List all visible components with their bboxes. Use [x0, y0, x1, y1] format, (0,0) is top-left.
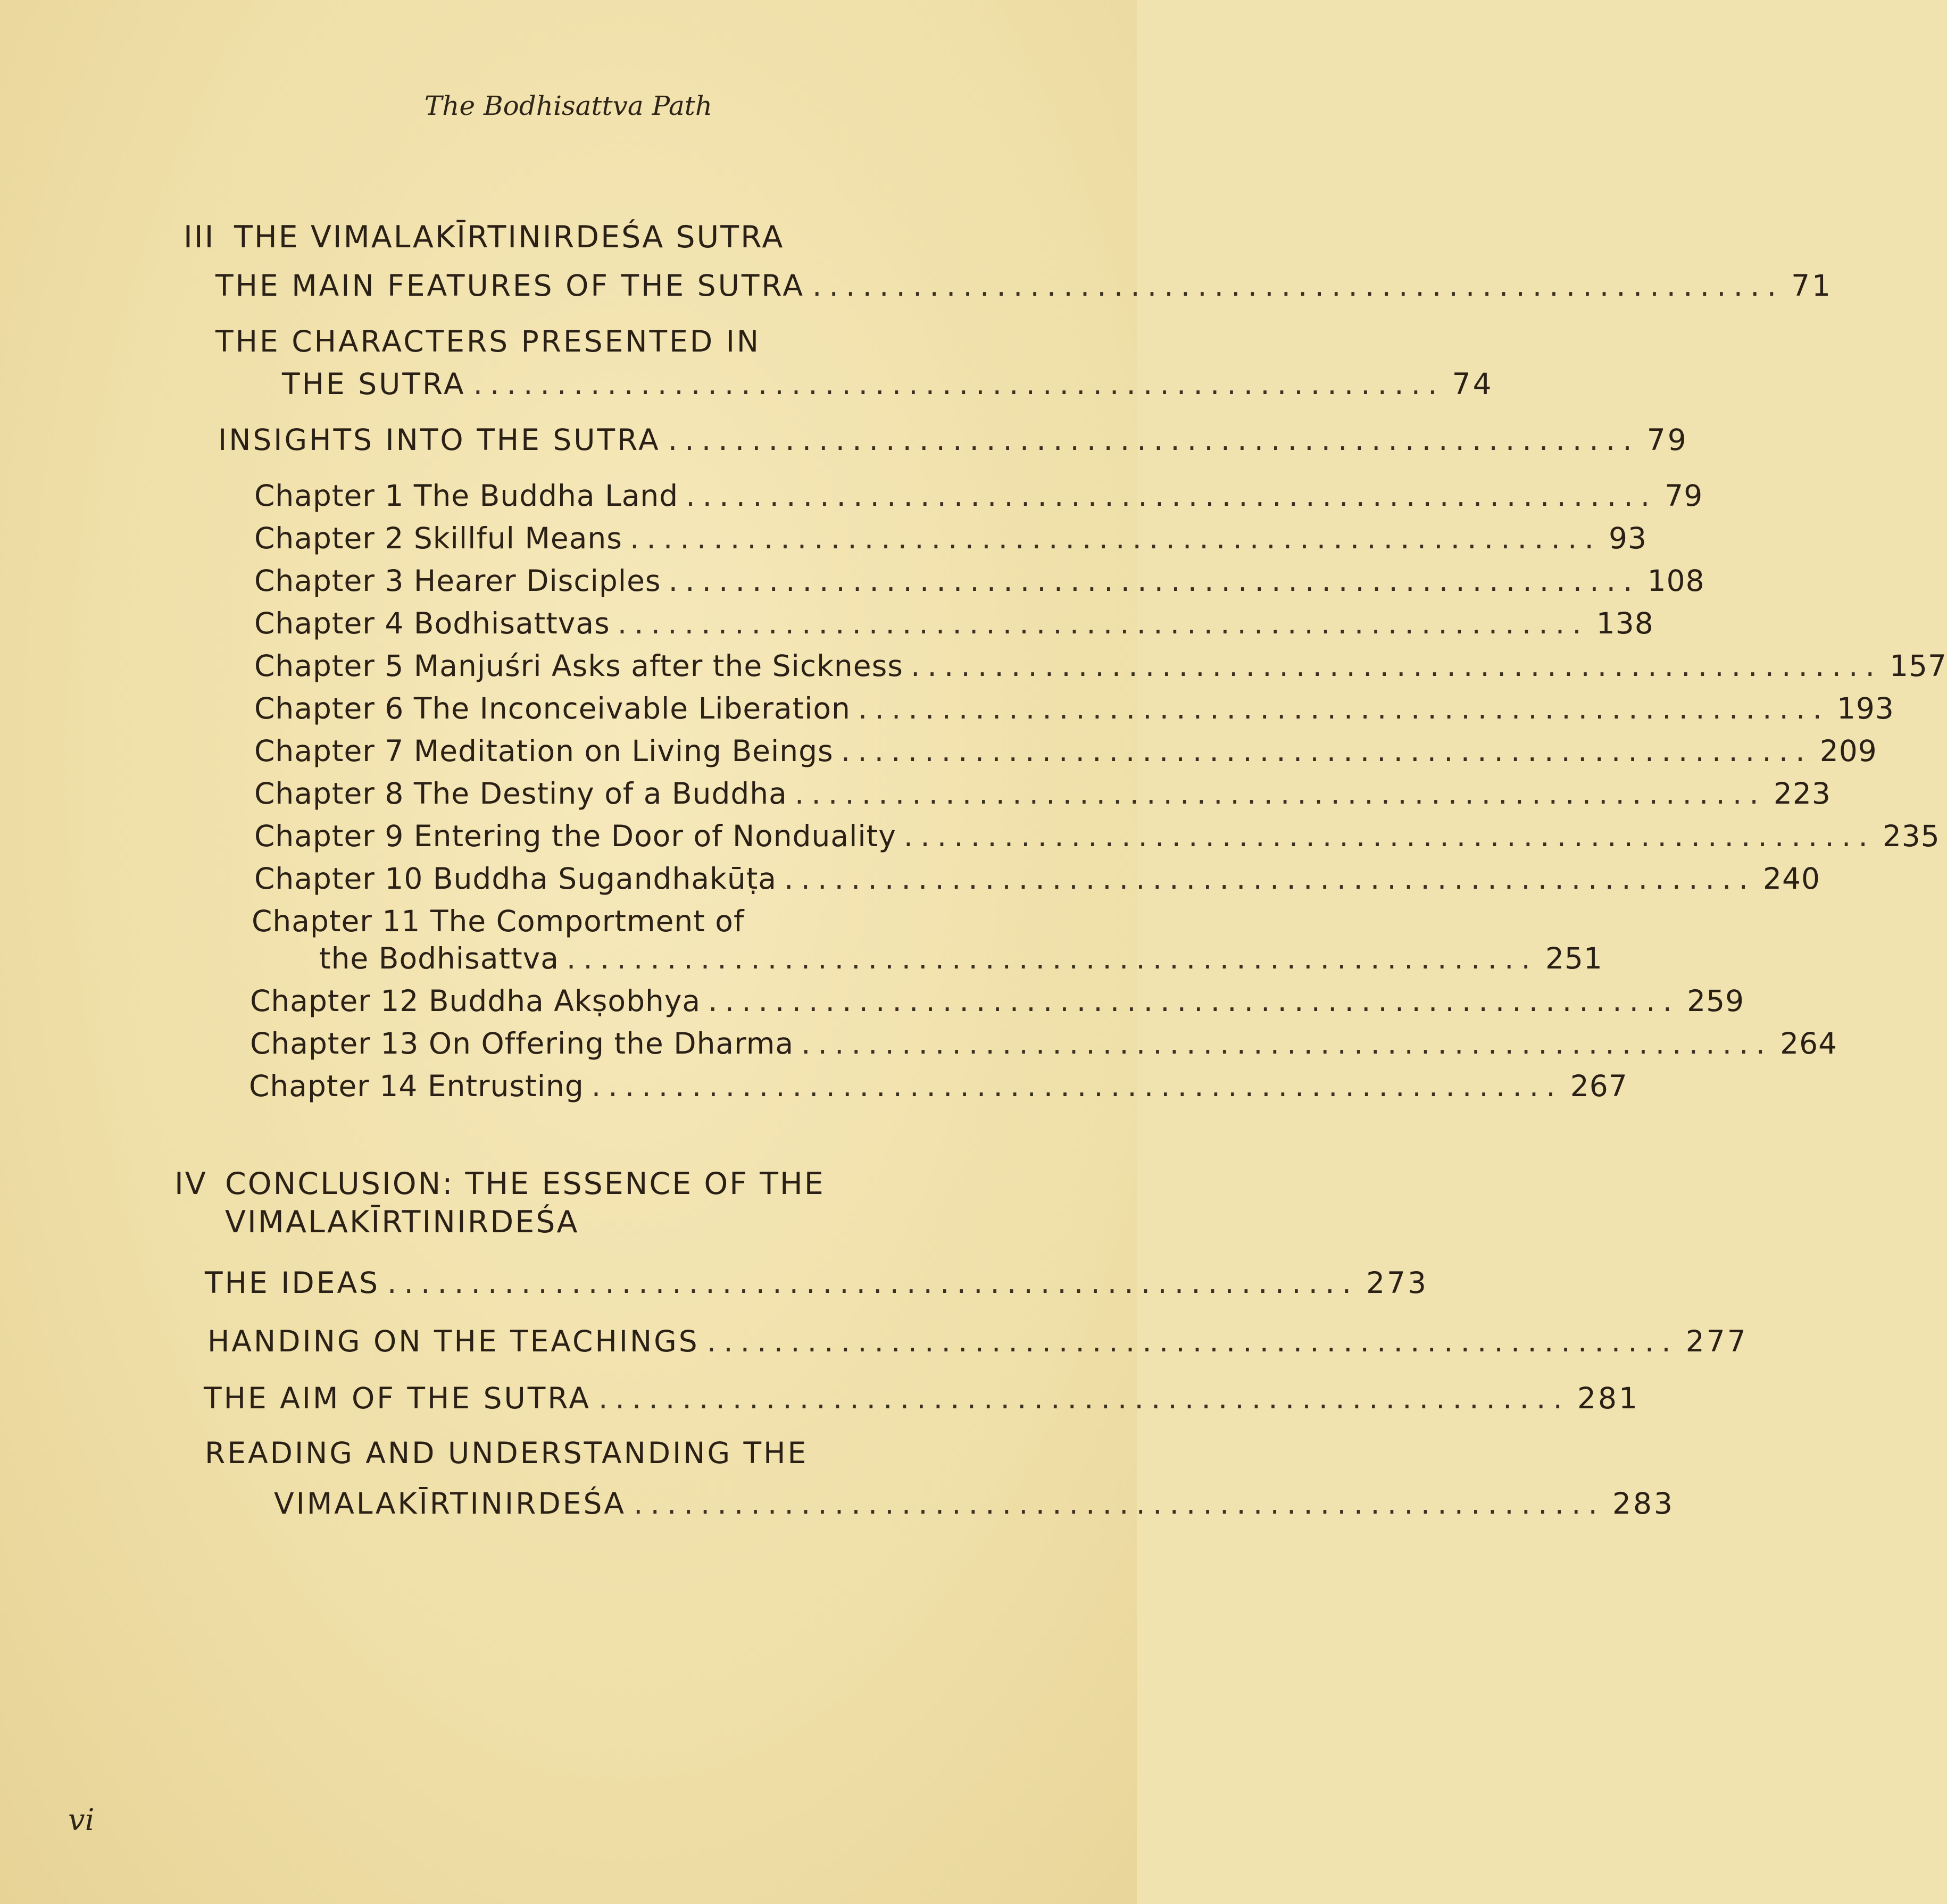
- toc-page-number: 157: [1889, 649, 1947, 683]
- toc-chapter[interactable]: [254, 606, 1654, 640]
- toc-page-number: 223: [1773, 776, 1831, 811]
- part-numeral: III: [184, 220, 215, 255]
- dot-leader: ..........................................................: [903, 819, 1875, 853]
- toc-page-number: 74: [1452, 367, 1494, 401]
- toc-page-number: 277: [1685, 1324, 1748, 1358]
- toc-chapter-label: Chapter 14 Entrusting: [249, 1069, 584, 1103]
- toc-page-number: 138: [1596, 606, 1654, 640]
- dot-leader: ..........................................................: [473, 367, 1445, 401]
- toc-chapter[interactable]: [254, 691, 1894, 725]
- toc-entry[interactable]: [282, 367, 1494, 401]
- toc-page-number: 240: [1763, 862, 1820, 896]
- toc-chapter-label: Chapter 1 The Buddha Land: [254, 479, 679, 513]
- dot-leader: ..........................................................: [841, 734, 1812, 768]
- toc-page-number: 283: [1612, 1487, 1675, 1521]
- dot-leader: ..........................................................: [794, 776, 1766, 811]
- toc-entry-label: HANDING ON THE TEACHINGS: [207, 1324, 700, 1358]
- toc-entry[interactable]: [215, 269, 1833, 303]
- part-title: [225, 1165, 825, 1241]
- toc-chapter[interactable]: [254, 649, 1947, 683]
- part-title: THE VIMALAKĪRTINIRDEŚA SUTRA: [234, 220, 785, 255]
- toc-page-number: 93: [1608, 521, 1647, 555]
- toc-chapter-label: Chapter 6 The Inconceivable Liberation: [254, 691, 851, 725]
- part-title-line: VIMALAKĪRTINIRDEŚA: [225, 1205, 579, 1240]
- toc-chapter-label: Chapter 2 Skillful Means: [254, 521, 622, 555]
- dot-leader: ..........................................................: [812, 269, 1784, 303]
- toc-chapter[interactable]: [249, 1069, 1628, 1103]
- toc-chapter[interactable]: [254, 862, 1820, 896]
- toc-page-number: 108: [1647, 564, 1705, 598]
- toc-entry[interactable]: [274, 1487, 1675, 1521]
- page-number-folio: vi: [68, 1803, 95, 1838]
- toc-chapter[interactable]: [250, 1026, 1838, 1060]
- toc-page-number: 235: [1882, 819, 1940, 853]
- toc-entry[interactable]: [204, 1381, 1640, 1415]
- part-title-line: CONCLUSION: THE ESSENCE OF THE: [225, 1166, 825, 1201]
- toc-page-number: 273: [1366, 1266, 1429, 1300]
- dot-leader: ..........................................................: [591, 1069, 1563, 1103]
- toc-page-number: 259: [1687, 984, 1745, 1018]
- part-numeral: IV: [174, 1166, 207, 1201]
- toc-entry-label: INSIGHTS INTO THE SUTRA: [218, 423, 661, 457]
- toc-entry-label: VIMALAKĪRTINIRDEŚA: [274, 1487, 626, 1521]
- toc-page-number: 209: [1819, 734, 1877, 768]
- part-iv-heading: [174, 1165, 825, 1241]
- dot-leader: ..........................................................: [706, 1324, 1678, 1358]
- dot-leader: ..........................................................: [668, 423, 1640, 457]
- dot-leader: ..........................................................: [858, 691, 1829, 725]
- toc-chapter-label: the Bodhisattva: [319, 941, 559, 975]
- dot-leader: ..........................................................: [387, 1266, 1359, 1300]
- toc-entry-label: THE IDEAS: [205, 1266, 380, 1300]
- dot-leader: ..........................................................: [708, 984, 1680, 1018]
- toc-chapter-label: Chapter 9 Entering the Door of Nonduality: [254, 819, 896, 853]
- toc-chapter-label: Chapter 5 Manjuśri Asks after the Sickness: [254, 649, 903, 683]
- toc-chapter[interactable]: [254, 479, 1703, 513]
- toc-chapter-label: Chapter 10 Buddha Sugandhakūṭa: [254, 862, 777, 896]
- toc-chapter[interactable]: [254, 819, 1940, 853]
- toc-entry-label: THE SUTRA: [282, 367, 466, 401]
- dot-leader: ..........................................................: [686, 479, 1658, 513]
- toc-chapter-label: Chapter 13 On Offering the Dharma: [250, 1026, 794, 1060]
- part-iii-heading: [184, 218, 784, 256]
- toc-chapter[interactable]: [254, 734, 1877, 768]
- toc-page-number: 264: [1780, 1026, 1838, 1060]
- dot-leader: ..........................................................: [598, 1381, 1570, 1415]
- toc-chapter-label: Chapter 8 The Destiny of a Buddha: [254, 776, 787, 811]
- toc-chapter[interactable]: [250, 984, 1745, 1018]
- toc-entry-label: THE MAIN FEATURES OF THE SUTRA: [215, 269, 805, 303]
- dot-leader: ..........................................................: [784, 862, 1756, 896]
- toc-chapter[interactable]: [254, 521, 1647, 555]
- toc-page-number: 71: [1791, 269, 1833, 303]
- toc-entry[interactable]: [218, 423, 1688, 457]
- running-head: The Bodhisattva Path: [424, 90, 713, 121]
- toc-chapter-first-line: Chapter 11 The Comportment of: [252, 904, 745, 938]
- toc-chapter-label: Chapter 3 Hearer Disciples: [254, 564, 661, 598]
- dot-leader: ..........................................................: [910, 649, 1882, 683]
- toc-page-number: 79: [1665, 479, 1703, 513]
- toc-entry[interactable]: [207, 1324, 1748, 1358]
- toc-page-number: 267: [1570, 1069, 1628, 1103]
- toc-chapter-label: Chapter 7 Meditation on Living Beings: [254, 734, 834, 768]
- dot-leader: ..........................................................: [629, 521, 1601, 555]
- dot-leader: ..........................................................: [668, 564, 1640, 598]
- dot-leader: ..........................................................: [634, 1487, 1605, 1521]
- toc-page-number: 79: [1646, 423, 1688, 457]
- toc-page-number: 281: [1577, 1381, 1640, 1415]
- toc-chapter-label: Chapter 4 Bodhisattvas: [254, 606, 610, 640]
- toc-page-number: 251: [1545, 941, 1603, 975]
- toc-entry[interactable]: [205, 1266, 1429, 1300]
- toc-chapter[interactable]: [254, 776, 1831, 811]
- dot-leader: ..........................................................: [617, 606, 1589, 640]
- toc-chapter[interactable]: [254, 564, 1705, 598]
- dot-leader: ..........................................................: [801, 1026, 1773, 1060]
- toc-entry-first-line: THE CHARACTERS PRESENTED IN: [215, 324, 761, 358]
- toc-entry-label: THE AIM OF THE SUTRA: [204, 1381, 591, 1415]
- toc-entry-first-line: READING AND UNDERSTANDING THE: [205, 1436, 809, 1470]
- dot-leader: ..........................................................: [566, 941, 1538, 975]
- toc-chapter[interactable]: [319, 941, 1603, 975]
- toc-page-number: 193: [1836, 691, 1894, 725]
- toc-chapter-label: Chapter 12 Buddha Akṣobhya: [250, 984, 701, 1018]
